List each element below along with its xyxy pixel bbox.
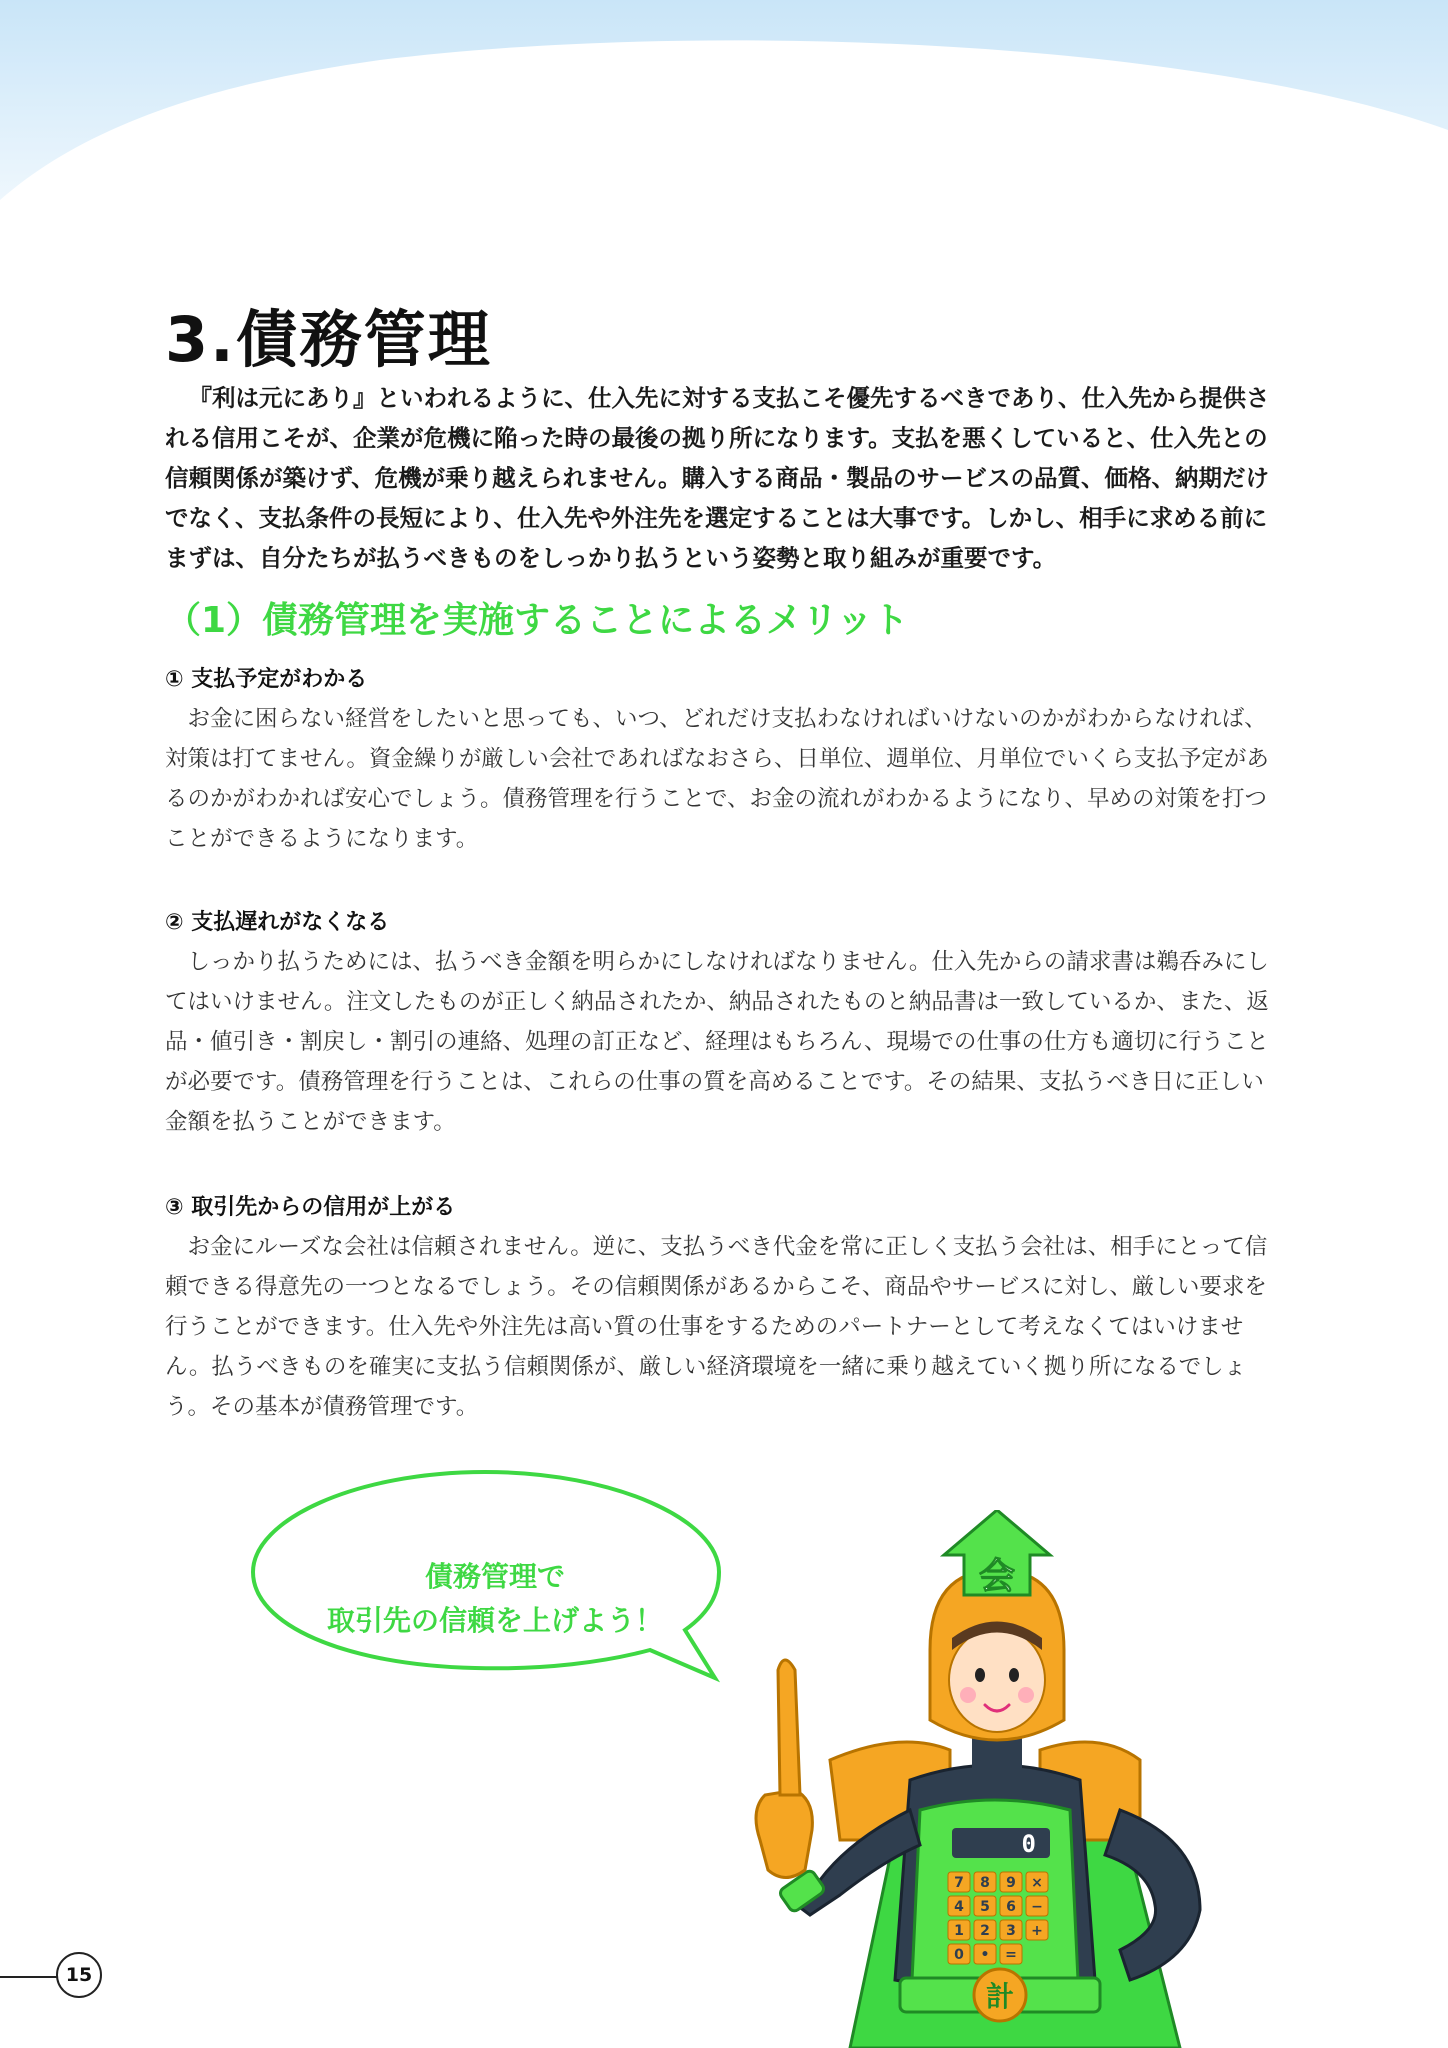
merit-body: お金に困らない経営をしたいと思っても、いつ、どれだけ支払わなければいけないのかがわからなければ、対策は打てません。資金繰りが厳しい会社であればなおさら、日単位、週単位、月単位でいくら支払予定があるのかがわかれば安心でしょう。債務管理を行うことで、お金の流れがわかるようになり、早めの対策を打つことができるようになります。 (165, 706, 1269, 852)
calculator-key-label: 0 (954, 1947, 964, 1963)
calculator-display-value: 0 (1021, 1830, 1036, 1858)
calculator-key-label: 3 (1006, 1923, 1016, 1939)
speech-bubble-text (260, 1555, 730, 1643)
calculator-key-label: 5 (980, 1899, 990, 1915)
merit-heading: ② 支払遅れがなくなる (165, 910, 390, 935)
calculator-mascot-illustration (700, 1510, 1260, 2048)
calculator-key-label: − (1031, 1899, 1043, 1915)
calculator-key-label: • (980, 1947, 990, 1963)
calculator-key-label: 2 (980, 1923, 990, 1939)
calculator-key-label: 9 (1006, 1875, 1016, 1891)
calculator-key-label: 8 (980, 1875, 990, 1891)
calculator-key-label: 1 (954, 1923, 964, 1939)
page-number-rule (0, 1976, 60, 1978)
merit-section-2 (165, 905, 1285, 1142)
calculator-key-label: 7 (954, 1875, 964, 1891)
mascot-left-cheek (960, 1687, 976, 1703)
merit-body: しっかり払うためには、払うべき金額を明らかにしなければなりません。仕入先からの請求書は鵜呑みにしてはいけません。注文したものが正しく納品されたか、納品されたものと納品書は一致しているか、また、返品・値引き・割戻し・割引の連絡、処理の訂正など、経理はもちろん、現場での仕事の仕方も適切に行うことが必要です。債務管理を行うことは、これらの仕事の質を高めることです。その結果、支払うべき日に正しい金額を払うことができます。 (165, 949, 1269, 1135)
mascot-pointing-finger (778, 1660, 800, 1795)
calculator-key-label: 4 (954, 1899, 964, 1915)
calculator-key-label: + (1031, 1923, 1043, 1939)
calculator-key-label: 6 (1006, 1899, 1016, 1915)
head-emblem-char: 会 (978, 1556, 1016, 1597)
belt-buckle-char: 計 (985, 1980, 1015, 2013)
speech-line-2: 取引先の信頼を上げよう！ (326, 1604, 663, 1637)
intro-paragraph: 『利は元にあり』といわれるように、仕入先に対する支払こそ優先するべきであり、仕入先から提供される信用こそが、企業が危機に陥った時の最後の拠り所になります。支払を悪くしていると、仕入先との信頼関係が築けず、危機が乗り越えられません。購入する商品・製品のサービスの品質、価格、納期だけでなく、支払条件の長短により、仕入先や外注先を選定することは大事です。しかし、相手に求める前にまずは、自分たちが払うべきものをしっかり払うという姿勢と取り組みが重要です。 (165, 384, 1270, 572)
merit-heading: ① 支払予定がわかる (165, 667, 368, 692)
mascot-right-cheek (1018, 1687, 1034, 1703)
calculator-key-label: = (1005, 1947, 1017, 1963)
mascot-right-eye (1009, 1668, 1019, 1682)
merit-section-3 (165, 1190, 1285, 1427)
page-title: 3.債務管理 (165, 303, 492, 376)
page-number: 15 (56, 1952, 102, 1998)
merit-body: お金にルーズな会社は信頼されません。逆に、支払うべき代金を常に正しく支払う会社は、相手にとって信頼できる得意先の一つとなるでしょう。その信頼関係があるからこそ、商品やサービスに対し、厳しい要求を行うことができます。仕入先や外注先は高い質の仕事をするためのパートナーとして考えなくてはいけません。払うべきものを確実に支払う信頼関係が、厳しい経済環境を一緒に乗り越えていく拠り所になるでしょう。その基本が債務管理です。 (165, 1234, 1268, 1420)
merit-heading: ③ 取引先からの信用が上がる (165, 1195, 456, 1220)
header-wave-background (0, 0, 1448, 260)
section-subtitle: （1）債務管理を実施することによるメリット (165, 600, 909, 641)
merit-section-1 (165, 662, 1285, 859)
calculator-key-label: × (1031, 1875, 1043, 1891)
speech-line-1: 債務管理で (424, 1560, 565, 1593)
mascot-glove (756, 1790, 812, 1878)
mascot-face (949, 1628, 1045, 1732)
mascot-left-eye (975, 1668, 985, 1682)
